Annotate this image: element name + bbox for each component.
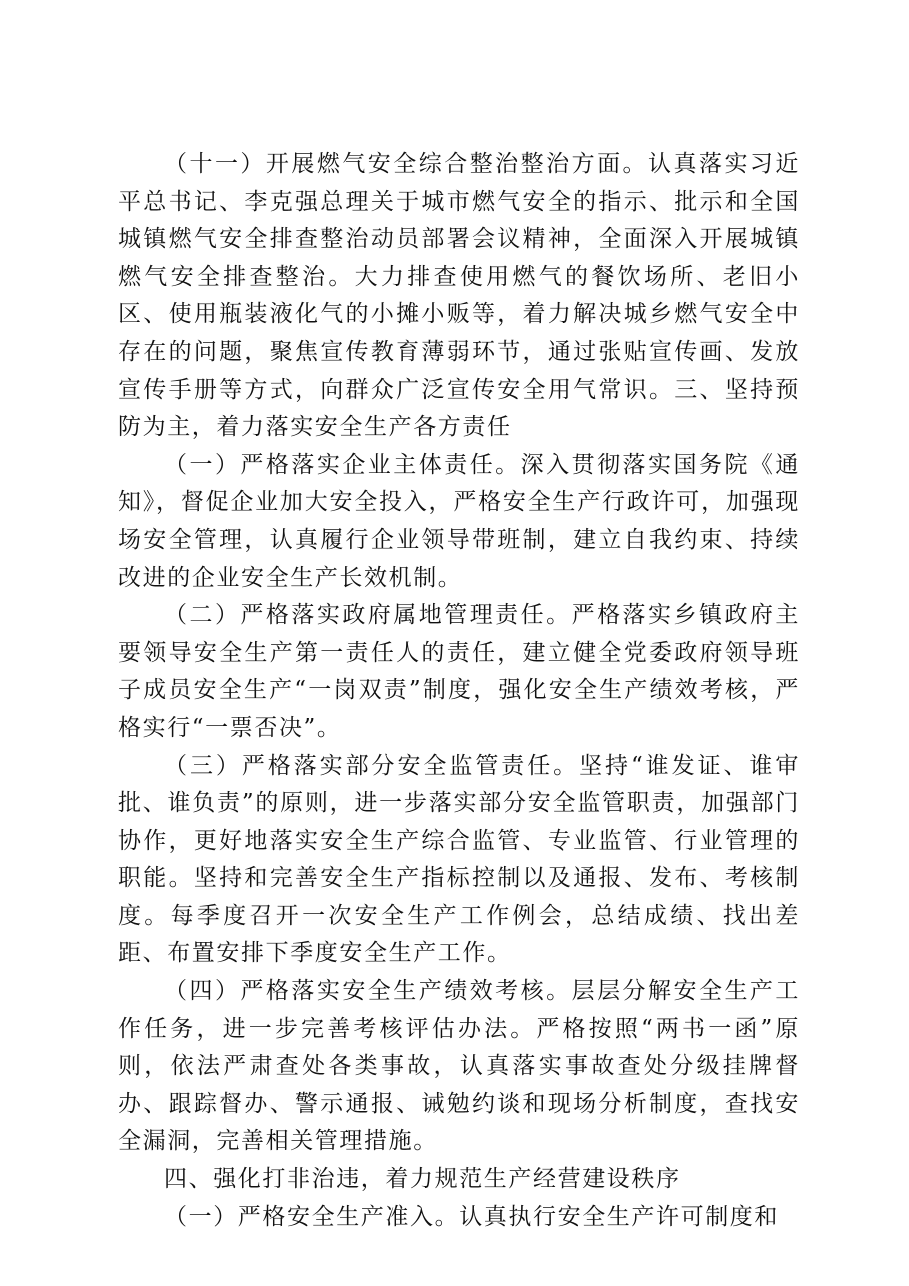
paragraph-market-access: （一）严格安全生产准入。认真执行安全生产许可制度和 <box>164 1203 779 1230</box>
paragraph-performance-assessment: （四）严格落实安全生产绩效考核。层层分解安全生产工作任务，进一步完善考核评估办法。严格按照“两书一函”原则，依法严肃查处各类事故，认真落实事故查处分级挂牌督办、跟踪督办、警示通报、诫勉约谈和现场分析制度，查找安全漏洞，完善相关管理措施。 <box>118 978 800 1155</box>
paragraph-gas-safety-rectification: （十一）开展燃气安全综合整治整治方面。认真落实习近平总书记、李克强总理关于城市燃气安全的指示、批示和全国城镇燃气安全排查整治动员部署会议精神，全面深入开展城镇燃气安全排查整治。大力排查使用燃气的餐饮场所、老旧小区、使用瓶装液化气的小摊小贩等，着力解决城乡燃气安全中存在的问题，聚焦宣传教育薄弱环节，通过张贴宣传画、发放宣传手册等方式，向群众广泛宣传安全用气常识。三、坚持预防为主，着力落实安全生产各方责任 <box>118 151 800 441</box>
document-body <box>118 146 800 1236</box>
paragraph-supervision-responsibility: （三）严格落实部分安全监管责任。坚持“谁发证、谁审批、谁负责”的原则，进一步落实部分安全监管职责，加强部门协作，更好地落实安全生产综合监管、专业监管、行业管理的职能。坚持和完善安全生产指标控制以及通报、发布、考核制度。每季度召开一次安全生产工作例会，总结成绩、找出差距、布置安排下季度安全生产工作。 <box>118 752 800 967</box>
paragraph-government-responsibility: （二）严格落实政府属地管理责任。严格落实乡镇政府主要领导安全生产第一责任人的责任，建立健全党委政府领导班子成员安全生产“一岗双责”制度，强化安全生产绩效考核，严格实行“一票否决”。 <box>118 602 800 741</box>
section-heading-crackdown: 四、强化打非治违，着力规范生产经营建设秩序 <box>164 1166 681 1193</box>
paragraph-enterprise-responsibility: （一）严格落实企业主体责任。深入贯彻落实国务院《通知》，督促企业加大安全投入，严格安全生产行政许可，加强现场安全管理，认真履行企业领导带班制，建立自我约束、持续改进的企业安全生产长效机制。 <box>118 451 800 591</box>
